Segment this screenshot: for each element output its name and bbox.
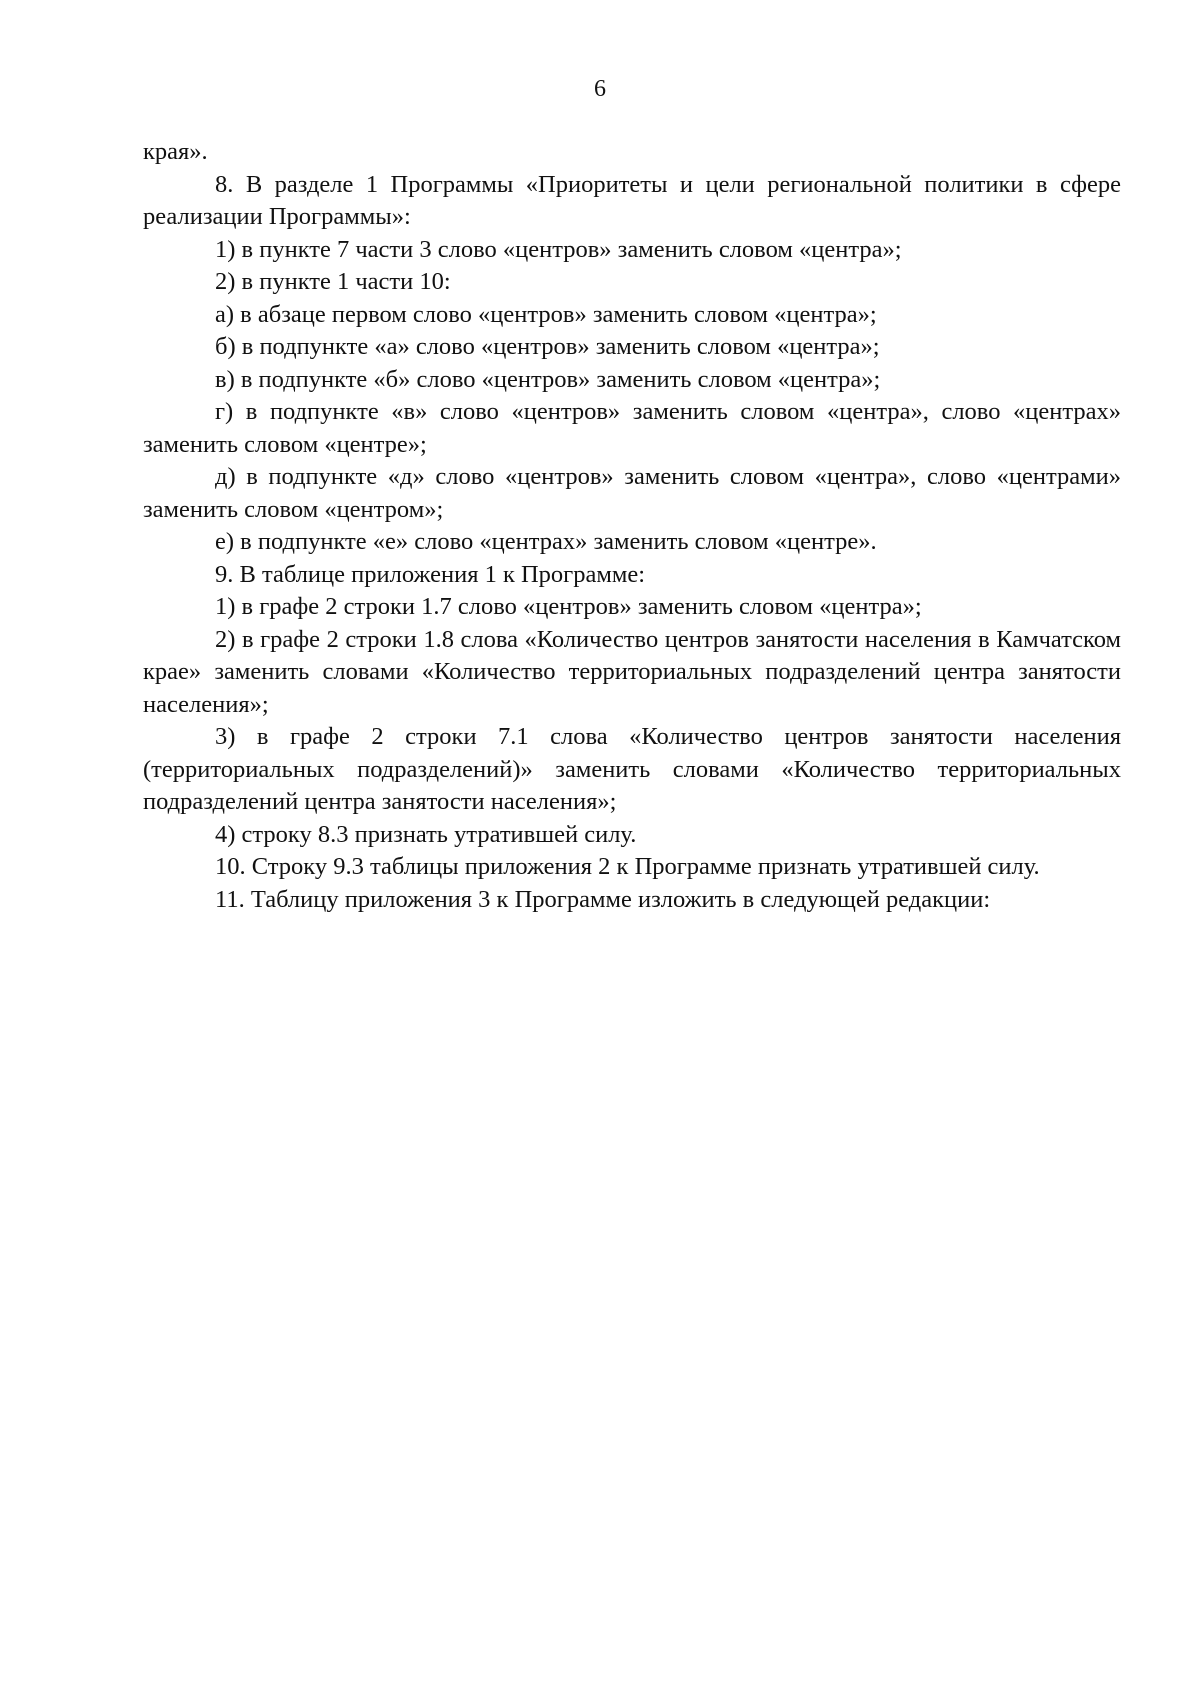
paragraph-item-9: 9. В таблице приложения 1 к Программе: [215, 560, 646, 588]
paragraph-item-8-2: 2) в пункте 1 части 10: [215, 268, 451, 295]
document-body [143, 136, 1121, 916]
paragraph-item-8-2-a: а) в абзаце первом слово «центров» заменить словом «центра»; [215, 300, 877, 328]
paragraph-item-11: 11. Таблицу приложения 3 к Программе изложить в следующей редакции: [215, 885, 991, 913]
paragraph-item-8-2-b: б) в подпункте «а» слово «центров» заменить словом «центра»; [215, 333, 880, 360]
paragraph-item-9-1: 1) в графе 2 строки 1.7 слово «центров» заменить словом «центра»; [215, 593, 922, 620]
paragraph-item-9-3: 3) в графе 2 строки 7.1 слова «Количество центров занятости населения (территориальных подразделений)» заменить словами «Количество территориальных подразделений центра занятости населения»; [143, 723, 1121, 815]
paragraph-item-8: 8. В разделе 1 Программы «Приоритеты и цели региональной политики в сфере реализации Программы»: [143, 170, 1121, 230]
paragraph-continuation: края». [143, 138, 208, 165]
paragraph-item-8-1: 1) в пункте 7 части 3 слово «центров» заменить словом «центра»; [215, 235, 902, 263]
paragraph-item-8-2-d: д) в подпункте «д» слово «центров» заменить словом «центра», слово «центрами» заменить словом «центром»; [143, 463, 1121, 523]
paragraph-item-8-2-e: е) в подпункте «е» слово «центрах» заменить словом «центре». [215, 528, 877, 555]
paragraph-item-9-4: 4) строку 8.3 признать утратившей силу. [215, 820, 637, 848]
page-number: 6 [594, 76, 606, 102]
paragraph-item-10: 10. Строку 9.3 таблицы приложения 2 к Программе признать утратившей силу. [215, 853, 1040, 880]
paragraph-item-9-2: 2) в графе 2 строки 1.8 слова «Количество центров занятости населения в Камчатском крае» заменить словами «Количество территориальных подразделений центра занятости населения»; [143, 625, 1121, 718]
paragraph-item-8-2-g: г) в подпункте «в» слово «центров» заменить словом «центра», слово «центрах» заменить словом «центре»; [143, 398, 1121, 458]
paragraph-item-8-2-v: в) в подпункте «б» слово «центров» заменить словом «центра»; [215, 365, 881, 393]
